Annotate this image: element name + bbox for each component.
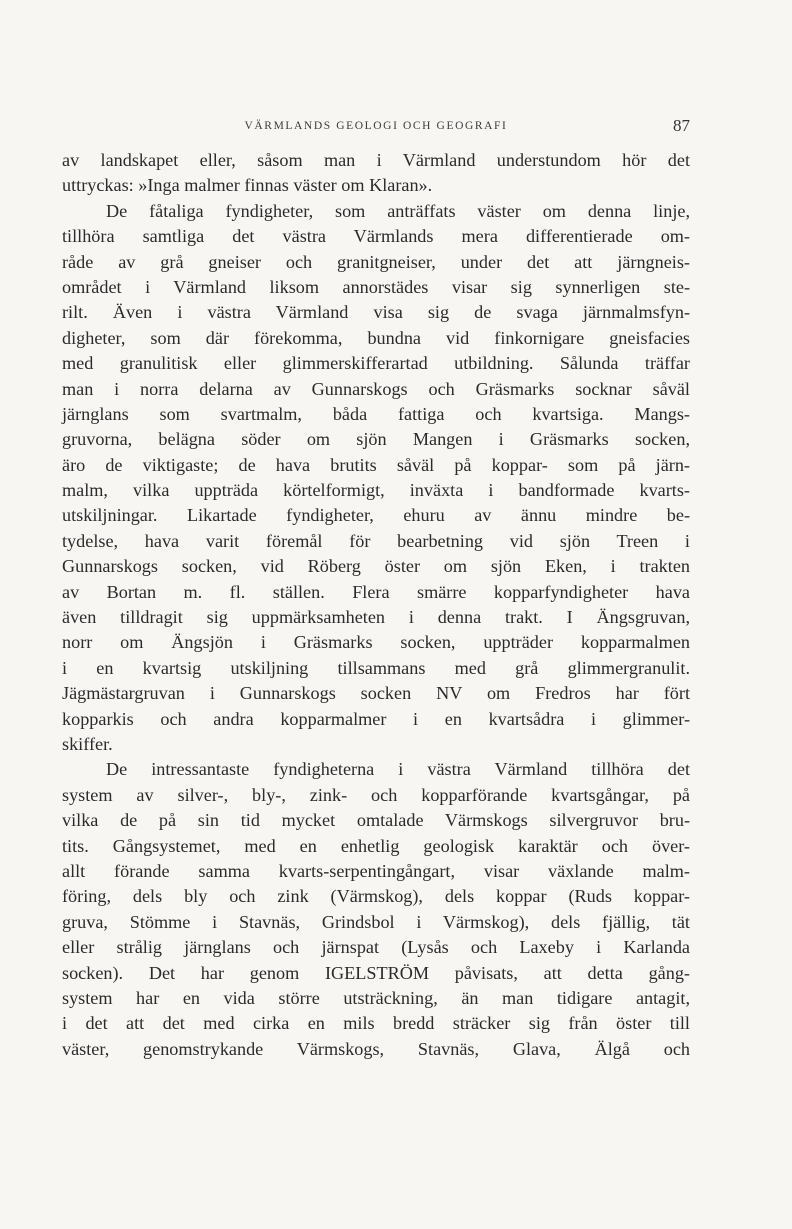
paragraph-start-line: De fåtaliga fyndigheter, som anträffats väster om denna linje, [106,200,690,221]
text-line: av Bortan m. fl. ställen. Flera smärre kopparfyndigheter hava [62,581,690,602]
body-text [62,148,690,1062]
text-line: området i Värmland liksom annorstädes visar sig synnerligen ste- [62,276,690,297]
text-line: väster, genomstrykande Värmskogs, Stavnäs, Glava, Älgå och [62,1038,690,1059]
text-line: rilt. Även i västra Värmland visa sig de svaga järnmalmsfyn- [62,302,690,323]
text-line: tits. Gångsystemet, med en enhetlig geologisk karaktär och över- [62,835,690,856]
text-line: äro de viktigaste; de hava brutits såväl på koppar- som på järn- [62,454,690,475]
text-line: i det att det med cirka en mils bredd sträcker sig från öster till [62,1013,690,1034]
text-line: tillhöra samtliga det västra Värmlands mera differentierade om- [62,226,690,247]
text-line: digheter, som där förekomma, bundna vid finkornigare gneisfacies [62,327,690,348]
text-line: råde av grå gneiser och granitgneiser, under det att järngneis- [62,251,690,272]
text-line: utskiljningar. Likartade fyndigheter, ehuru av ännu mindre be- [62,505,690,526]
text-line: järnglans som svartmalm, båda fattiga och kvartsiga. Mangs- [62,403,690,424]
text-line: allt förande samma kvarts-serpentingångart, visar växlande malm- [62,860,690,881]
text-line: vilka de på sin tid mycket omtalade Värmskogs silvergruvor bru- [62,810,690,831]
text-line: kopparkis och andra kopparmalmer i en kvartsådra i glimmer- [62,708,690,729]
text-line: Jägmästargruvan i Gunnarskogs socken NV om Fredros har fört [62,683,690,704]
running-head [62,116,690,138]
text-line: uttryckas: »Inga malmer finnas väster om Klaran». [62,175,433,196]
text-line: Gunnarskogs socken, vid Röberg öster om sjön Eken, i trakten [62,556,690,577]
text-line: malm, vilka uppträda körtelformigt, inväxta i bandformade kvarts- [62,480,690,501]
text-line: med granulitisk eller glimmerskifferartad utbildning. Sålunda träffar [62,353,690,374]
text-line: system har en vida större utsträckning, än man tidigare antagit, [62,987,690,1008]
text-line: gruva, Stömme i Stavnäs, Grindsbol i Värmskog), dels fjällig, tät [62,911,690,932]
text-line: i en kvartsig utskiljning tillsammans med grå glimmergranulit. [62,657,690,678]
text-line: eller strålig järnglans och järnspat (Lysås och Laxeby i Karlanda [62,937,690,958]
paragraph-start-line: De intressantaste fyndigheterna i västra Värmland tillhöra det [106,759,690,780]
text-line: föring, dels bly och zink (Värmskog), dels koppar (Ruds koppar- [62,886,690,907]
text-line: man i norra delarna av Gunnarskogs och Gräsmarks socknar såväl [62,378,690,399]
text-line: gruvorna, belägna söder om sjön Mangen i Gräsmarks socken, [62,429,690,450]
page-number: 87 [673,116,690,135]
running-title: VÄRMLANDS GEOLOGI OCH GEOGRAFI [244,120,508,132]
text-line: skiffer. [62,733,113,754]
text-line: system av silver-, bly-, zink- och kopparförande kvartsgångar, på [62,784,690,805]
text-line: av landskapet eller, såsom man i Värmland understundom hör det [62,150,690,170]
text-line: även tilldragit sig uppmärksamheten i denna trakt. I Ängsgruvan, [62,607,690,628]
text-line: norr om Ängsjön i Gräsmarks socken, uppträder kopparmalmen [62,632,690,653]
text-line: socken). Det har genom IGELSTRÖM påvisats, att detta gång- [62,962,690,983]
text-line: tydelse, hava varit föremål för bearbetning vid sjön Treen i [62,530,690,551]
